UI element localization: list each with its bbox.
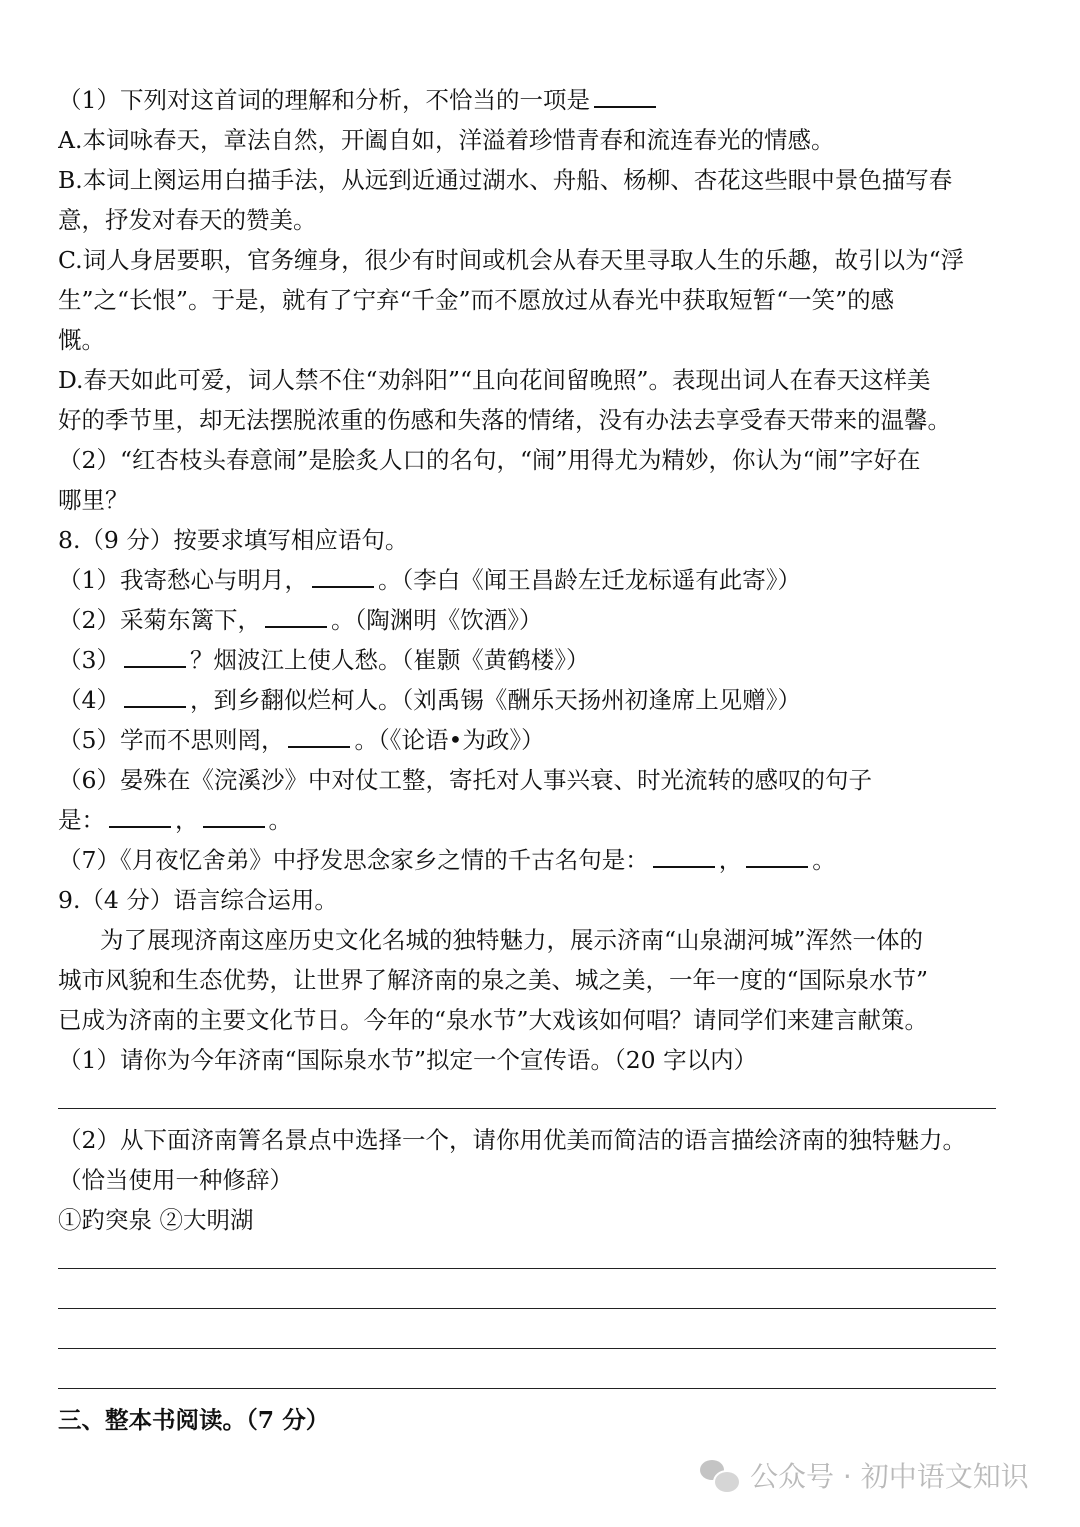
answer-blank [746, 844, 808, 868]
option-a: A.本词咏春天，章法自然，开阖自如，洋溢着珍惜青春和流连春光的情感。 [58, 126, 835, 154]
q8-7: （7）《月夜忆舍弟》中抒发思念家乡之情的千古名句是： ， 。 [58, 846, 836, 874]
q9-passage-cont: 城市风貌和生态优势，让世界了解济南的泉之美、城之美，一年一度的“国际泉水节” [58, 966, 929, 994]
answer-blank [265, 604, 327, 628]
q8-2: （2）采菊东篱下， 。（陶渊明《饮酒》） [58, 606, 543, 634]
q9-2-prompt: （2）从下面济南箐名景点中选择一个，请你用优美而简洁的语言描绘济南的独特魅力。 [58, 1126, 966, 1154]
option-b-cont: 意，抒发对春天的赞美。 [58, 206, 317, 234]
answer-line [58, 1268, 996, 1269]
option-d: D.春天如此可爱，词人禁不住“劝斜阳”“且向花间留晚照”。表现出词人在春天这样美 [58, 366, 931, 394]
answer-blank [594, 84, 656, 108]
answer-line [58, 1388, 996, 1389]
answer-line [58, 1308, 996, 1309]
answer-blank [203, 804, 265, 828]
watermark-text: 公众号 · 初中语文知识 [750, 1460, 1029, 1493]
wechat-icon [700, 1458, 740, 1492]
answer-blank [109, 804, 171, 828]
q7-2-cont: 哪里？ [58, 486, 129, 514]
q8-6-cont: 是： ， 。 [58, 806, 292, 834]
q8-1: （1）我寄愁心与明月， 。（李白《闻王昌龄左迁龙标遥有此寄》） [58, 566, 801, 594]
q9-heading: 9.（4 分）语言综合运用。 [58, 886, 338, 914]
answer-blank [124, 644, 186, 668]
q7-1-prompt: （1）下列对这首词的理解和分析，不恰当的一项是 [58, 80, 1043, 120]
option-c-cont: 生”之“长恨”。于是，就有了宁弃“千金”而不愿放过从春光中获取短暂“一笑”的感 [58, 286, 895, 314]
answer-blank [288, 724, 350, 748]
q8-4: （4） ，到乡翻似烂柯人。（刘禹锡《酬乐天扬州初逢席上见赠》） [58, 686, 801, 714]
answer-line [58, 1348, 996, 1349]
q9-passage: 为了展现济南这座历史文化名城的独特魅力，展示济南“山泉湖河城”浑然一体的 [100, 926, 924, 954]
q9-1-prompt: （1）请你为今年济南“国际泉水节”拟定一个宣传语。（20 字以内） [58, 1046, 758, 1074]
q8-5: （5）学而不思则罔， 。（《论语•为政》） [58, 726, 545, 754]
answer-blank [312, 564, 374, 588]
q7-2-prompt: （2）“红杏枝头春意闹”是脍炙人口的名句，“闹”用得尤为精妙，你认为“闹”字好在 [58, 446, 921, 474]
q8-3: （3） ？烟波江上使人愁。（崔颢《黄鹤楼》） [58, 646, 590, 674]
option-b: B.本词上阕运用白描手法，从远到近通过湖水、舟船、杨柳、杏花这些眼中景色描写春 [58, 166, 953, 194]
scenic-options: ①趵突泉 ②大明湖 [58, 1206, 254, 1234]
section-3-heading: 三、整本书阅读。（7 分） [58, 1406, 330, 1434]
answer-line [58, 1108, 996, 1109]
option-c-cont2: 慨。 [58, 326, 105, 354]
q8-heading: 8.（9 分）按要求填写相应语句。 [58, 526, 409, 554]
answer-blank [124, 684, 186, 708]
q8-6: （6）晏殊在《浣溪沙》中对仗工整，寄托对人事兴衰、时光流转的感叹的句子 [58, 766, 872, 794]
option-c: C.词人身居要职，官务缠身，很少有时间或机会从春天里寻取人生的乐趣，故引以为“浮 [58, 246, 965, 274]
answer-blank [653, 844, 715, 868]
q9-passage-cont2: 已成为济南的主要文化节日。今年的“泉水节”大戏该如何唱？请同学们来建言献策。 [58, 1006, 929, 1034]
option-d-cont: 好的季节里，却无法摆脱浓重的伤感和失落的情绪，没有办法去享受春天带来的温馨。 [58, 406, 951, 434]
q9-2-cont: （恰当使用一种修辞） [58, 1166, 293, 1194]
watermark [700, 1455, 1060, 1495]
